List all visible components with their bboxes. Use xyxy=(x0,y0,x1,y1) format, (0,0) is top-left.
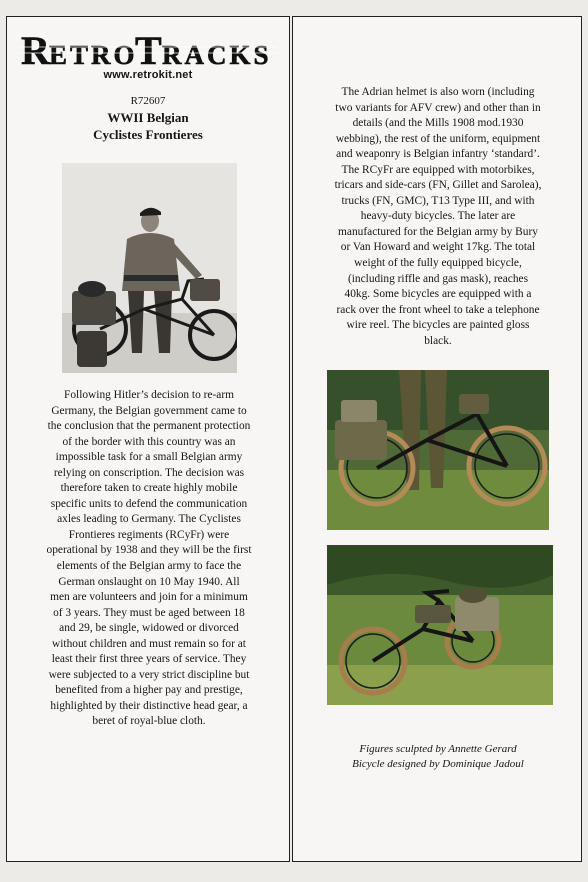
text-line: highlighted by their distinctive head gear, a xyxy=(50,699,248,712)
text-line: least their first three years of service. They xyxy=(51,653,247,666)
text-line: Germany, the Belgian government came to xyxy=(51,404,247,417)
text-line: Following Hitler’s decision to re-arm xyxy=(64,389,234,401)
text-line: The RCyFr are equipped with motorbikes, xyxy=(341,163,535,176)
retrotracks-logo xyxy=(19,25,277,75)
text-line: tricars and side-cars (FN, Gillet and Sarolea), xyxy=(334,179,542,192)
text-line: weight of the fully equipped bicycle, xyxy=(354,257,522,270)
website-url: www.retrokit.net xyxy=(103,69,193,81)
text-line: (including riffle and gas mask), reaches xyxy=(347,272,529,285)
text-line: trucks (FN, GMC), T13 Type III, and with xyxy=(341,194,535,207)
text-line: wire reel. The bicycles are painted gloss xyxy=(346,319,530,332)
text-line: and weaponry is Belgian infantry ‘standard’. xyxy=(336,148,540,161)
svg-text:RACKS: RACKS xyxy=(162,40,272,70)
text-line: of the border with this country was an xyxy=(62,435,236,448)
text-line: axles leading to Germany. The Cyclistes xyxy=(57,513,241,526)
text-line: operational by 1938 and they will be the first xyxy=(46,544,252,557)
left-panel xyxy=(6,16,290,862)
text-line: the conclusion that the permanent protection xyxy=(47,420,251,433)
right-panel xyxy=(292,16,582,862)
text-line: manufactured for the Belgian army by Bury xyxy=(338,225,538,238)
history-paragraph xyxy=(7,388,291,730)
text-line: webbing), the rest of the uniform, equipment xyxy=(335,132,541,145)
sculptor-credit: Figures sculpted by Annette Gerard xyxy=(359,743,517,755)
svg-text:T: T xyxy=(135,28,162,73)
model-bicycle-photo-2 xyxy=(327,545,553,705)
text-line: Frontieres regiments (RCyFr) were xyxy=(68,528,230,541)
credits xyxy=(293,742,583,772)
text-line: relying on conscription. The decision was xyxy=(53,466,245,479)
kit-reference: R72607 xyxy=(130,95,166,107)
text-line: details (and the Mills 1908 mod.1930 xyxy=(352,117,524,130)
text-line: The Adrian helmet is also worn (including xyxy=(341,86,535,98)
text-line: impossible task for a small Belgian army xyxy=(55,451,243,464)
kit-title-line2: Cyclistes Frontieres xyxy=(93,127,203,142)
text-line: without children and must remain so for at xyxy=(52,637,246,650)
text-line: German onslaught on 10 May 1940. All xyxy=(58,575,240,588)
text-line: benefited from a higher pay and prestige, xyxy=(55,684,243,697)
svg-text:R: R xyxy=(21,28,50,73)
equipment-paragraph xyxy=(293,85,583,349)
text-line: were subjected to a very strict discipline but xyxy=(48,668,250,681)
text-line: black. xyxy=(424,334,452,347)
designer-credit: Bicycle designed by Dominique Jadoul xyxy=(352,758,524,770)
historical-soldier-bicycle-photo xyxy=(62,163,237,373)
text-line: men are volunteers and join for a minimum xyxy=(50,591,248,604)
text-line: two variants for AFV crew) and other than in xyxy=(335,101,541,114)
text-line: therefore taken to create highly mobile xyxy=(60,482,238,495)
kit-title-line1: WWII Belgian xyxy=(107,110,189,125)
text-line: heavy-duty bicycles. The later are xyxy=(360,210,516,223)
text-line: beret of royal-blue cloth. xyxy=(92,715,206,728)
text-line: or Van Howard and weight 17kg. The total xyxy=(340,241,536,254)
text-line: elements of the Belgian army to face the xyxy=(56,560,242,573)
text-line: rack over the front wheel to take a telephone xyxy=(336,303,540,316)
text-line: and 29, be single, widowed or divorced xyxy=(59,622,239,635)
text-line: of 3 years. They must be aged between 18 xyxy=(53,606,245,619)
text-line: specific units to defend the communication xyxy=(50,497,248,510)
model-bicycle-photo-1 xyxy=(327,370,549,530)
svg-text:ETRO: ETRO xyxy=(49,40,138,70)
text-line: 40kg. Some bicycles are equipped with a xyxy=(344,288,532,301)
